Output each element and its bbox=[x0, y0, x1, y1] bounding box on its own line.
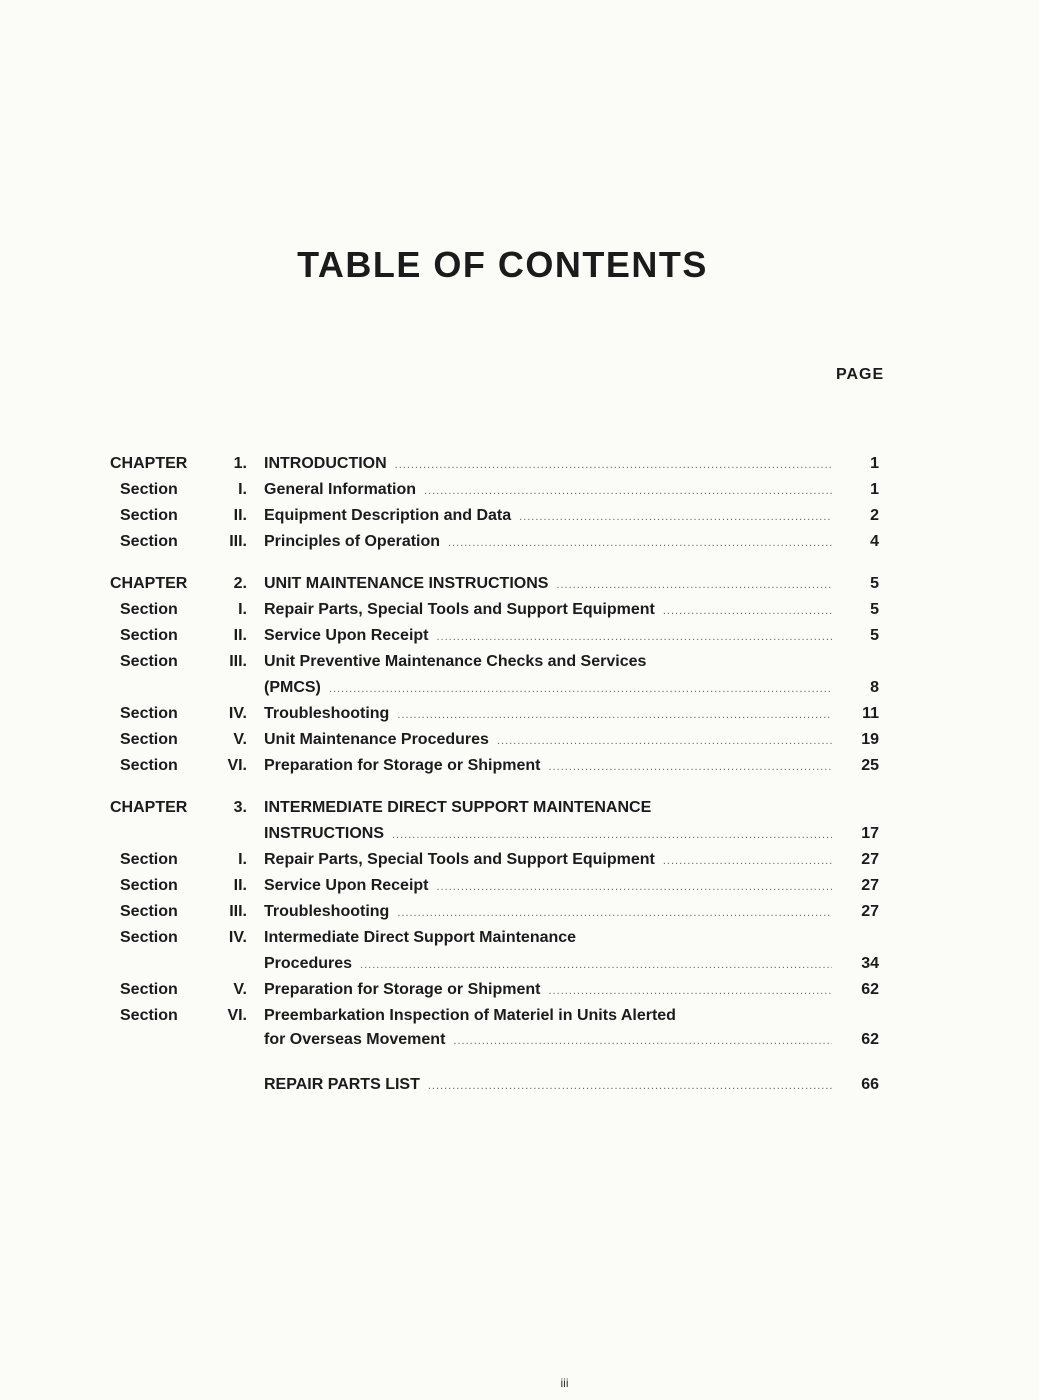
entry-page: 27 bbox=[861, 903, 879, 920]
dot-leader bbox=[663, 600, 832, 622]
entry-title: Preparation for Storage or Shipment bbox=[264, 981, 541, 998]
dot-leader bbox=[329, 678, 832, 700]
entry-title: Unit Maintenance Procedures bbox=[264, 731, 489, 748]
entry-label: CHAPTER bbox=[110, 799, 188, 816]
entry-label: Section bbox=[120, 653, 178, 670]
entry-title: for Overseas Movement bbox=[264, 1031, 446, 1048]
entry-title-line1: Intermediate Direct Support Maintenance bbox=[264, 929, 577, 946]
entry-number: I. bbox=[238, 601, 247, 618]
entry-title: Principles of Operation bbox=[264, 533, 441, 550]
toc-entry-section[interactable] bbox=[0, 875, 1039, 897]
toc-entry-section[interactable] bbox=[0, 505, 1039, 527]
entry-page: 1 bbox=[870, 481, 879, 498]
entry-page: 19 bbox=[861, 731, 879, 748]
entry-number: VI. bbox=[227, 1007, 247, 1024]
entry-number: II. bbox=[233, 507, 247, 524]
entry-number: 3. bbox=[233, 799, 247, 816]
entry-number: V. bbox=[233, 731, 247, 748]
entry-page: 62 bbox=[861, 1031, 879, 1048]
entry-number: V. bbox=[233, 981, 247, 998]
toc-entry-section[interactable] bbox=[0, 651, 1039, 673]
entry-title: Service Upon Receipt bbox=[264, 627, 429, 644]
entry-label: Section bbox=[120, 507, 178, 524]
dot-leader bbox=[395, 454, 832, 476]
entry-number: II. bbox=[233, 627, 247, 644]
entry-title: Service Upon Receipt bbox=[264, 877, 429, 894]
entry-page: 5 bbox=[870, 575, 879, 592]
entry-label: CHAPTER bbox=[110, 455, 188, 472]
entry-number: 1. bbox=[233, 455, 247, 472]
dot-leader bbox=[663, 850, 832, 872]
entry-page: 11 bbox=[862, 705, 879, 722]
toc-entry-section[interactable] bbox=[0, 755, 1039, 777]
entry-page: 62 bbox=[861, 981, 879, 998]
entry-title: Repair Parts, Special Tools and Support Equipment bbox=[264, 601, 655, 618]
entry-label: Section bbox=[120, 481, 178, 498]
entry-title: General Information bbox=[264, 481, 417, 498]
page-title: TABLE OF CONTENTS bbox=[297, 244, 708, 285]
entry-page: 5 bbox=[870, 627, 879, 644]
dot-leader bbox=[497, 730, 832, 752]
page-number-footer: iii bbox=[560, 1376, 569, 1390]
entry-page: 27 bbox=[861, 851, 879, 868]
toc-entry-chapter-3[interactable] bbox=[0, 797, 1039, 819]
toc-entry-continuation bbox=[0, 677, 1039, 699]
dot-leader bbox=[428, 1075, 832, 1097]
entry-title: UNIT MAINTENANCE INSTRUCTIONS bbox=[264, 575, 549, 592]
dot-leader bbox=[448, 532, 832, 554]
entry-label: Section bbox=[120, 981, 178, 998]
toc-entry-section[interactable] bbox=[0, 625, 1039, 647]
entry-label: Section bbox=[120, 533, 178, 550]
entry-title: Procedures bbox=[264, 955, 353, 972]
dot-leader bbox=[548, 980, 832, 1002]
toc-entry-section[interactable] bbox=[0, 1005, 1039, 1027]
entry-title: Preparation for Storage or Shipment bbox=[264, 757, 541, 774]
entry-number: I. bbox=[238, 481, 247, 498]
entry-number: II. bbox=[233, 877, 247, 894]
entry-number: I. bbox=[238, 851, 247, 868]
entry-label: Section bbox=[120, 903, 178, 920]
toc-entry-continuation bbox=[0, 823, 1039, 845]
entry-number: III. bbox=[229, 903, 247, 920]
dot-leader bbox=[424, 480, 832, 502]
entry-number: III. bbox=[229, 653, 247, 670]
entry-title-line1: INTERMEDIATE DIRECT SUPPORT MAINTENANCE bbox=[264, 799, 652, 816]
entry-number: IV. bbox=[228, 705, 247, 722]
dot-leader bbox=[548, 756, 832, 778]
entry-page: 8 bbox=[870, 679, 879, 696]
dot-leader bbox=[437, 876, 833, 898]
entry-label: Section bbox=[120, 877, 178, 894]
entry-label: Section bbox=[120, 1007, 178, 1024]
entry-label: CHAPTER bbox=[110, 575, 188, 592]
entry-page: 4 bbox=[870, 533, 879, 550]
entry-number: IV. bbox=[228, 929, 247, 946]
dot-leader bbox=[397, 902, 832, 924]
toc-entry-chapter-2[interactable] bbox=[0, 573, 1039, 595]
entry-label: Section bbox=[120, 851, 178, 868]
toc-entry-section[interactable] bbox=[0, 531, 1039, 553]
entry-title: Troubleshooting bbox=[264, 903, 390, 920]
entry-page: 27 bbox=[861, 877, 879, 894]
entry-label: Section bbox=[120, 627, 178, 644]
toc-entry-repair-parts-list[interactable] bbox=[0, 1074, 1039, 1096]
dot-leader bbox=[360, 954, 832, 976]
entry-title: REPAIR PARTS LIST bbox=[264, 1076, 420, 1093]
entry-label: Section bbox=[120, 601, 178, 618]
dot-leader bbox=[556, 574, 832, 596]
page-column-heading: PAGE bbox=[836, 366, 885, 383]
toc-entry-section[interactable] bbox=[0, 849, 1039, 871]
entry-number: III. bbox=[229, 533, 247, 550]
entry-title: INTRODUCTION bbox=[264, 455, 387, 472]
toc-entry-section[interactable] bbox=[0, 479, 1039, 501]
dot-leader bbox=[519, 506, 832, 528]
entry-number: VI. bbox=[227, 757, 247, 774]
entry-label: Section bbox=[120, 757, 178, 774]
entry-label: Section bbox=[120, 929, 178, 946]
toc-entry-section[interactable] bbox=[0, 979, 1039, 1001]
entry-page: 66 bbox=[861, 1076, 879, 1093]
entry-label: Section bbox=[120, 731, 178, 748]
dot-leader bbox=[453, 1030, 832, 1052]
entry-number: 2. bbox=[233, 575, 247, 592]
entry-title-line1: Preembarkation Inspection of Materiel in Units Alerted bbox=[264, 1007, 676, 1024]
entry-title: Troubleshooting bbox=[264, 705, 390, 722]
toc-entry-section[interactable] bbox=[0, 703, 1039, 725]
toc-entry-section[interactable] bbox=[0, 599, 1039, 621]
entry-page: 5 bbox=[870, 601, 879, 618]
entry-title: INSTRUCTIONS bbox=[264, 825, 384, 842]
dot-leader bbox=[397, 704, 832, 726]
toc-entry-continuation bbox=[0, 953, 1039, 975]
entry-label: Section bbox=[120, 705, 178, 722]
entry-page: 17 bbox=[861, 825, 879, 842]
entry-title: Equipment Description and Data bbox=[264, 507, 512, 524]
entry-title: Repair Parts, Special Tools and Support Equipment bbox=[264, 851, 655, 868]
toc-entry-section[interactable] bbox=[0, 901, 1039, 923]
entry-page: 1 bbox=[870, 455, 879, 472]
entry-title-line1: Unit Preventive Maintenance Checks and Services bbox=[264, 653, 647, 670]
entry-page: 2 bbox=[870, 507, 879, 524]
toc-entry-section[interactable] bbox=[0, 927, 1039, 949]
dot-leader bbox=[437, 626, 833, 648]
dot-leader bbox=[392, 824, 832, 846]
toc-entry-continuation bbox=[0, 1029, 1039, 1051]
entry-page: 34 bbox=[861, 955, 879, 972]
toc-entry-section[interactable] bbox=[0, 729, 1039, 751]
entry-title: (PMCS) bbox=[264, 679, 321, 696]
toc-entry-chapter-1[interactable] bbox=[0, 453, 1039, 475]
entry-page: 25 bbox=[861, 757, 879, 774]
